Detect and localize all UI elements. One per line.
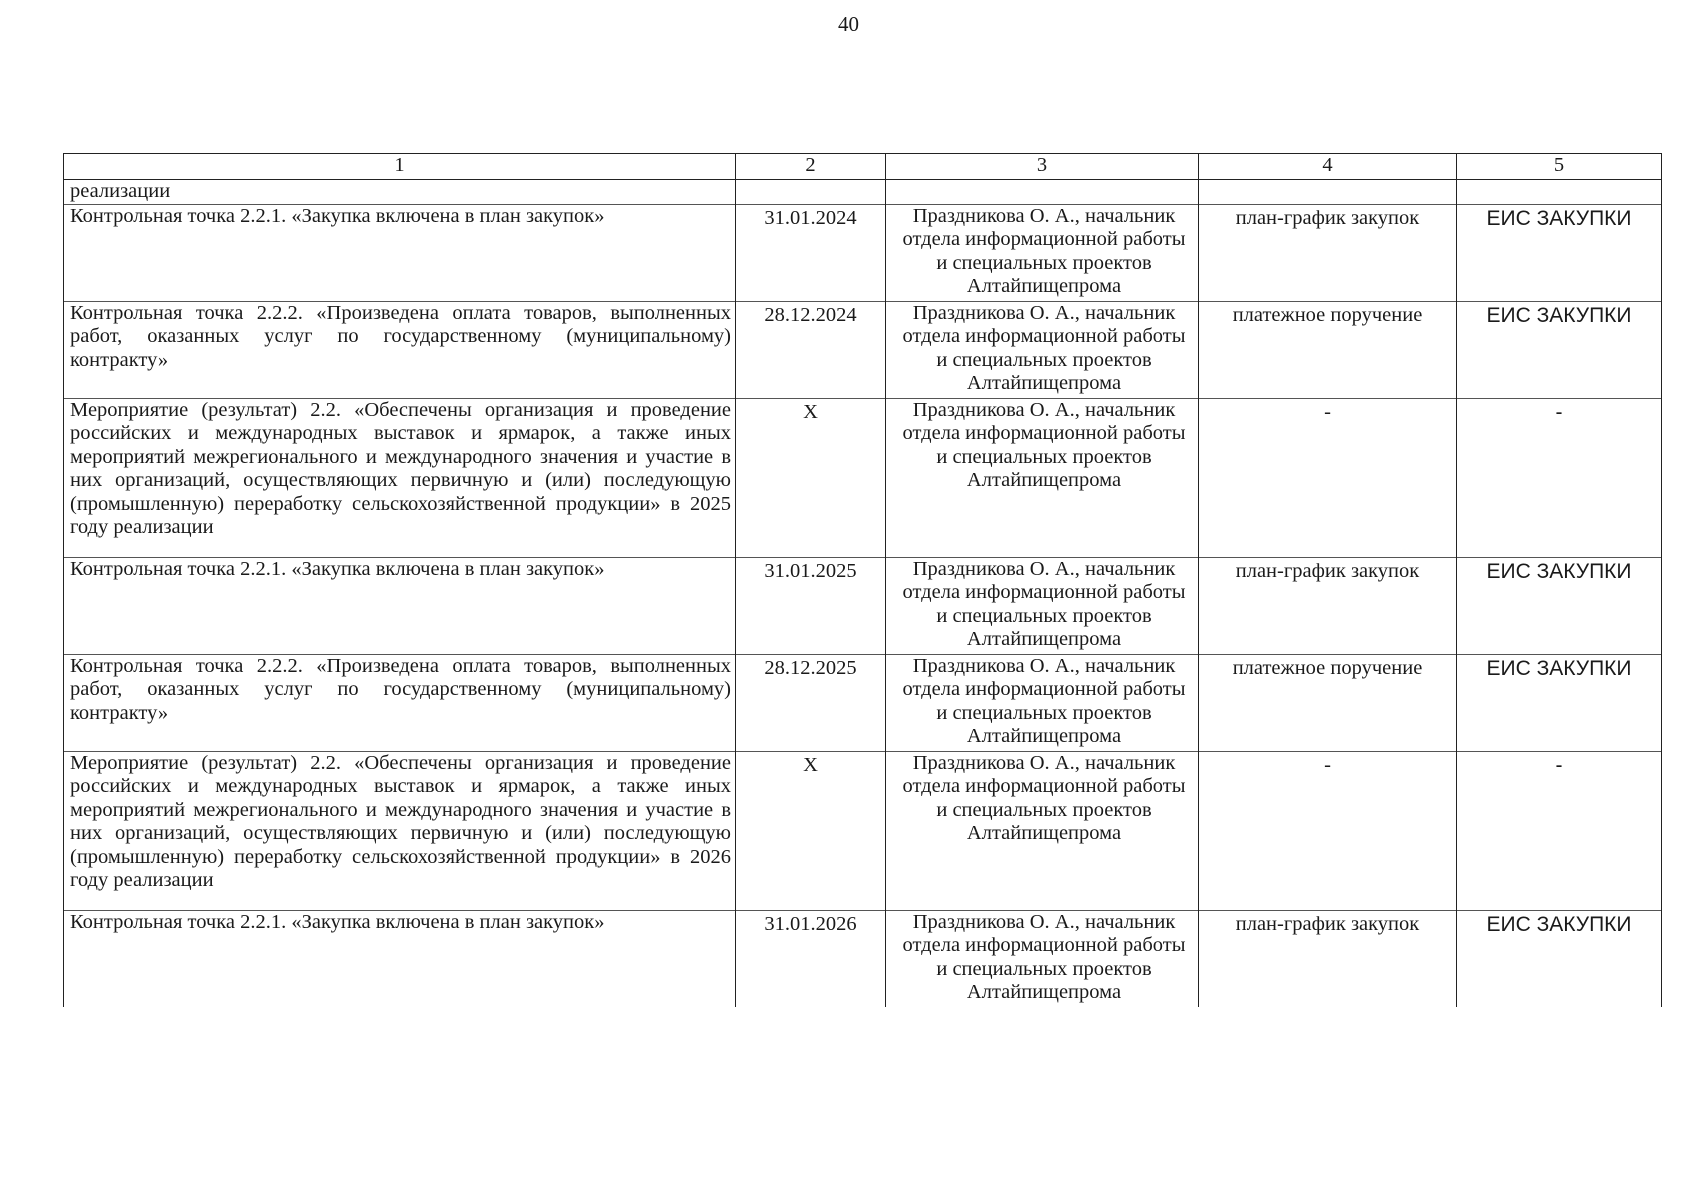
- system-cell: ЕИС ЗАКУПКИ: [1457, 557, 1662, 654]
- document-cell: платежное поручение: [1199, 654, 1457, 751]
- task-cell: Контрольная точка 2.2.1. «Закупка включена в план закупок»: [64, 910, 736, 1007]
- activity-table: [63, 153, 1662, 1007]
- system-cell: -: [1457, 751, 1662, 910]
- system-cell: ЕИС ЗАКУПКИ: [1457, 204, 1662, 301]
- table-row: [64, 557, 1662, 654]
- column-header-1: 1: [64, 154, 736, 180]
- table-row: [64, 204, 1662, 301]
- date-cell: 28.12.2024: [736, 301, 886, 398]
- responsible-cell: Праздникова О. А., начальник отдела информационной работы и специальных проектов Алтайпищепрома: [886, 910, 1199, 1007]
- responsible-cell: Праздникова О. А., начальник отдела информационной работы и специальных проектов Алтайпищепрома: [886, 301, 1199, 398]
- system-cell: ЕИС ЗАКУПКИ: [1457, 301, 1662, 398]
- header-row: [64, 154, 1662, 180]
- table-row: [64, 398, 1662, 557]
- document-cell: -: [1199, 751, 1457, 910]
- document-cell: платежное поручение: [1199, 301, 1457, 398]
- system-cell: ЕИС ЗАКУПКИ: [1457, 654, 1662, 751]
- column-header-2: 2: [736, 154, 886, 180]
- continuation-text: реализации: [64, 180, 736, 205]
- responsible-cell: Праздникова О. А., начальник отдела информационной работы и специальных проектов Алтайпищепрома: [886, 654, 1199, 751]
- date-cell: Х: [736, 751, 886, 910]
- date-cell: Х: [736, 398, 886, 557]
- task-cell: Мероприятие (результат) 2.2. «Обеспечены организация и проведение российских и международных выставок и ярмарок, а также иных мероприятий межрегионального и международного значения и участие в них организаций, осуществляющих первичную и (или) последующую (промышленную) переработку сельскохозяйственной продукции» в 2026 году реализации: [64, 751, 736, 910]
- responsible-cell: Праздникова О. А., начальник отдела информационной работы и специальных проектов Алтайпищепрома: [886, 398, 1199, 557]
- column-header-3: 3: [886, 154, 1199, 180]
- system-cell: ЕИС ЗАКУПКИ: [1457, 910, 1662, 1007]
- page-number: 40: [838, 12, 859, 36]
- document-cell: -: [1199, 398, 1457, 557]
- document-cell: план-график закупок: [1199, 204, 1457, 301]
- continuation-row: [64, 180, 1662, 205]
- table-row: [64, 654, 1662, 751]
- document-cell: план-график закупок: [1199, 910, 1457, 1007]
- document-cell: план-график закупок: [1199, 557, 1457, 654]
- date-cell: 28.12.2025: [736, 654, 886, 751]
- task-cell: Контрольная точка 2.2.1. «Закупка включена в план закупок»: [64, 204, 736, 301]
- column-header-4: 4: [1199, 154, 1457, 180]
- task-cell: Контрольная точка 2.2.2. «Произведена оплата товаров, выполненных работ, оказанных услуг по государственному (муниципальному) контракту»: [64, 654, 736, 751]
- task-cell: Контрольная точка 2.2.1. «Закупка включена в план закупок»: [64, 557, 736, 654]
- responsible-cell: Праздникова О. А., начальник отдела информационной работы и специальных проектов Алтайпищепрома: [886, 204, 1199, 301]
- date-cell: 31.01.2025: [736, 557, 886, 654]
- task-cell: Контрольная точка 2.2.2. «Произведена оплата товаров, выполненных работ, оказанных услуг по государственному (муниципальному) контракту»: [64, 301, 736, 398]
- system-cell: -: [1457, 398, 1662, 557]
- column-header-5: 5: [1457, 154, 1662, 180]
- table-row: [64, 910, 1662, 1007]
- table-row: [64, 751, 1662, 910]
- task-cell: Мероприятие (результат) 2.2. «Обеспечены организация и проведение российских и международных выставок и ярмарок, а также иных мероприятий межрегионального и международного значения и участие в них организаций, осуществляющих первичную и (или) последующую (промышленную) переработку сельскохозяйственной продукции» в 2025 году реализации: [64, 398, 736, 557]
- date-cell: 31.01.2024: [736, 204, 886, 301]
- date-cell: 31.01.2026: [736, 910, 886, 1007]
- responsible-cell: Праздникова О. А., начальник отдела информационной работы и специальных проектов Алтайпищепрома: [886, 751, 1199, 910]
- responsible-cell: Праздникова О. А., начальник отдела информационной работы и специальных проектов Алтайпищепрома: [886, 557, 1199, 654]
- table-row: [64, 301, 1662, 398]
